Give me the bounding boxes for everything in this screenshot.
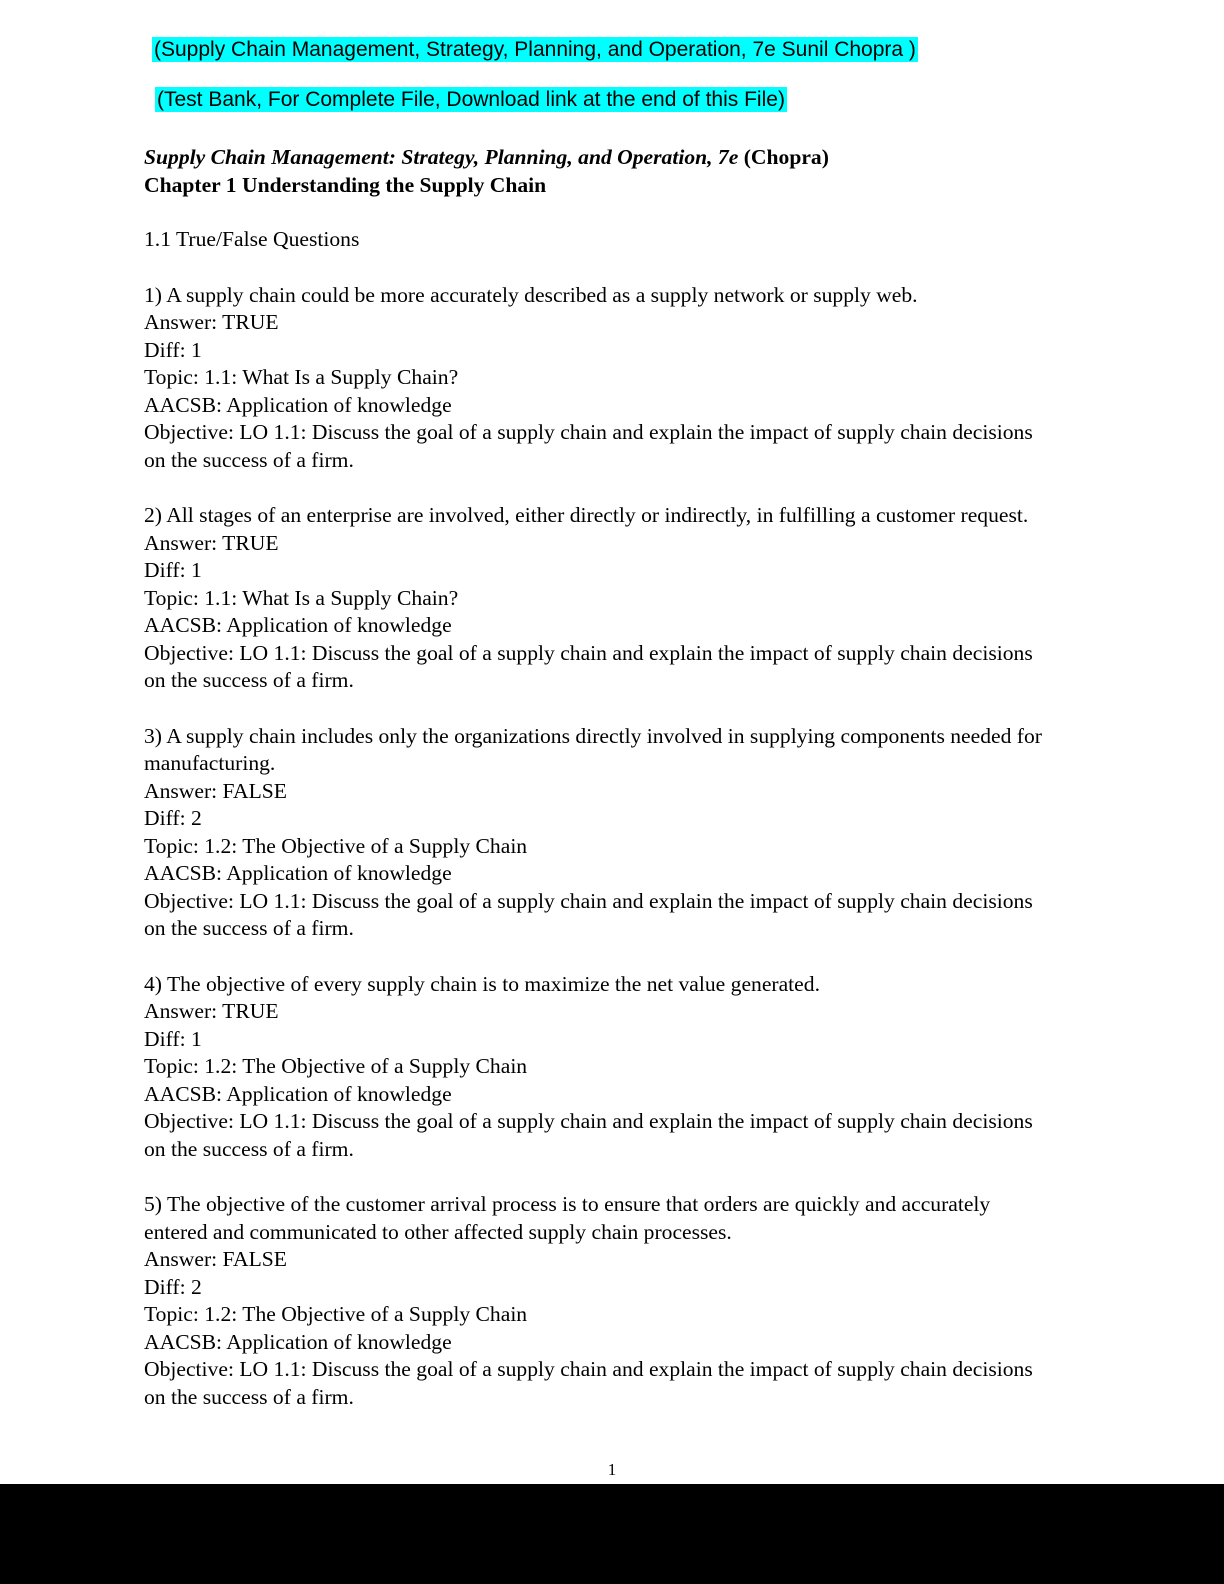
question-item (144, 502, 1054, 695)
question-objective: Objective: LO 1.1: Discuss the goal of a supply chain and explain the impact of supply chain decisions on the success of a firm. (144, 420, 1033, 472)
question-aacsb: AACSB: Application of knowledge (144, 1081, 452, 1106)
book-title-italic: Supply Chain Management: Strategy, Planning, and Operation, 7e (144, 145, 739, 169)
book-author: (Chopra) (738, 145, 829, 169)
question-diff: Diff: 1 (144, 558, 202, 582)
question-item (144, 723, 1054, 943)
question-question: 5) The objective of the customer arrival process is to ensure that orders are quickly and accurately entered and communicated to other affected supply chain processes. (144, 1192, 991, 1244)
page-number: 1 (607, 1460, 617, 1479)
banner-text-1: (Supply Chain Management, Strategy, Planning, and Operation, 7e Sunil Chopra ) (154, 38, 916, 61)
question-objective: Objective: LO 1.1: Discuss the goal of a supply chain and explain the impact of supply chain decisions on the success of a firm. (144, 888, 1033, 940)
question-diff: Diff: 1 (144, 337, 202, 362)
download-banner-line-2 (155, 87, 787, 113)
question-topic: Topic: 1.1: What Is a Supply Chain? (144, 365, 459, 389)
question-aacsb: AACSB: Application of knowledge (144, 861, 452, 885)
download-banner-line-1 (152, 37, 918, 63)
question-topic: Topic: 1.2: The Objective of a Supply Chain (144, 833, 528, 858)
book-title (144, 144, 1054, 172)
question-diff: Diff: 2 (144, 1274, 202, 1299)
question-item (144, 1191, 1054, 1411)
question-item (144, 971, 1054, 1164)
question-list (144, 282, 1054, 1412)
question-topic: Topic: 1.2: The Objective of a Supply Chain (144, 1302, 528, 1326)
question-objective: Objective: LO 1.1: Discuss the goal of a supply chain and explain the impact of supply chain decisions on the success of a firm. (144, 1357, 1033, 1409)
question-aacsb: AACSB: Application of knowledge (144, 392, 452, 417)
question-question: 4) The objective of every supply chain is to maximize the net value generated. (144, 971, 820, 996)
question-question: 2) All stages of an enterprise are involved, either directly or indirectly, in fulfilling a customer request. (144, 503, 1029, 527)
document-body (144, 144, 1054, 1411)
question-answer: Answer: TRUE (144, 310, 279, 334)
chapter-title: Chapter 1 Understanding the Supply Chain (144, 172, 547, 197)
question-item (144, 282, 1054, 475)
question-aacsb: AACSB: Application of knowledge (144, 613, 452, 637)
viewer-bottom-band (0, 1484, 1224, 1584)
question-topic: Topic: 1.2: The Objective of a Supply Chain (144, 1054, 528, 1078)
question-question: 1) A supply chain could be more accurately described as a supply network or supply web. (144, 282, 918, 307)
question-diff: Diff: 1 (144, 1026, 202, 1051)
question-topic: Topic: 1.1: What Is a Supply Chain? (144, 585, 459, 610)
section-heading: 1.1 True/False Questions (144, 227, 360, 251)
question-objective: Objective: LO 1.1: Discuss the goal of a supply chain and explain the impact of supply chain decisions on the success of a firm. (144, 640, 1033, 692)
question-answer: Answer: FALSE (144, 1247, 287, 1271)
question-answer: Answer: FALSE (144, 778, 287, 803)
question-aacsb: AACSB: Application of knowledge (144, 1329, 452, 1354)
question-answer: Answer: TRUE (144, 999, 279, 1023)
question-diff: Diff: 2 (144, 806, 202, 830)
question-objective: Objective: LO 1.1: Discuss the goal of a supply chain and explain the impact of supply chain decisions on the success of a firm. (144, 1109, 1033, 1161)
question-answer: Answer: TRUE (144, 530, 279, 555)
question-question: 3) A supply chain includes only the organizations directly involved in supplying components needed for manufacturing. (144, 723, 1042, 775)
banner-text-2: (Test Bank, For Complete File, Download link at the end of this File) (157, 88, 785, 111)
